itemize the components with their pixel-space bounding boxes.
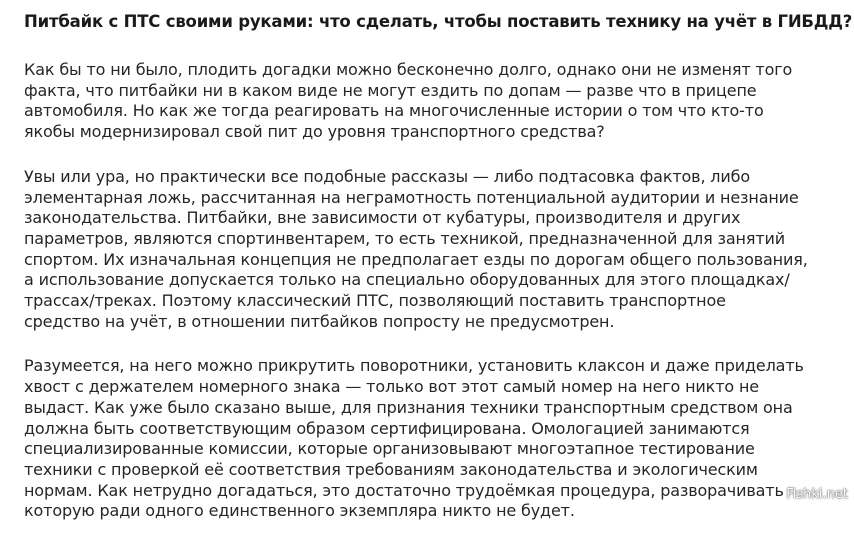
paragraph-line: элементарная ложь, рассчитанная на неграмотность потенциальной аудитории и незнание [24,187,799,207]
paragraph-line: трассах/треках. Поэтому классический ПТС, позволяющий поставить транспортное [24,291,726,311]
article-title: Питбайк с ПТС своими руками: что сделать, чтобы поставить технику на учёт в ГИБДД? [24,12,853,31]
paragraph-line: средство на учёт, в отношении питбайков попросту не предусмотрен. [24,311,615,331]
article-paragraph-3 [24,356,844,522]
paragraph-line: хвост с держателем номерного знака — только вот этот самый номер на него никто не [24,377,759,397]
paragraph-line: факта, что питбайки ни в каком виде не могут ездить по допам — разве что в прицепе [24,80,757,100]
watermark: Fishki.net [786,487,848,502]
paragraph-line: которую ради одного единственного экземпляра никто не будет. [24,501,575,521]
paragraph-line: Увы или ура, но практически все подобные рассказы — либо подтасовка фактов, либо [24,166,750,186]
paragraph-line: выдаст. Как уже было сказано выше, для признания техники транспортным средством она [24,397,793,417]
paragraph-line: а использование допускается только на специально оборудованных для этого площадках/ [24,270,790,290]
article-paragraph-1 [24,60,844,143]
paragraph-line: специализированные комиссии, которые организовывают многоэтапное тестирование [24,439,755,459]
article [24,10,853,546]
paragraph-line: параметров, являются спортинвентарем, то есть техникой, предназначенной для занятий [24,228,786,248]
paragraph-line: Разумеется, на него можно прикрутить поворотники, установить клаксон и даже приделать [24,356,804,376]
paragraph-line: автомобиля. Но как же тогда реагировать на многочисленные истории о том что кто-то [24,101,764,121]
paragraph-line: должна быть соответствующим образом сертифицирована. Омологацией занимаются [24,418,750,438]
paragraph-line: спортом. Их изначальная концепция не предполагает езды по дорогам общего пользования, [24,249,808,269]
paragraph-line: законодательства. Питбайки, вне зависимости от кубатуры, производителя и других [24,208,741,228]
paragraph-line: Как бы то ни было, плодить догадки можно бесконечно долго, однако они не изменят того [24,60,793,79]
article-paragraph-2 [24,167,844,333]
paragraph-line: якобы модернизировал свой пит до уровня транспортного средства? [24,122,605,142]
paragraph-line: нормам. Как нетрудно догадаться, это достаточно трудоёмкая процедура, разворачивать [24,480,784,500]
paragraph-line: техники с проверкой её соответствия требованиям законодательства и экологическим [24,459,758,479]
